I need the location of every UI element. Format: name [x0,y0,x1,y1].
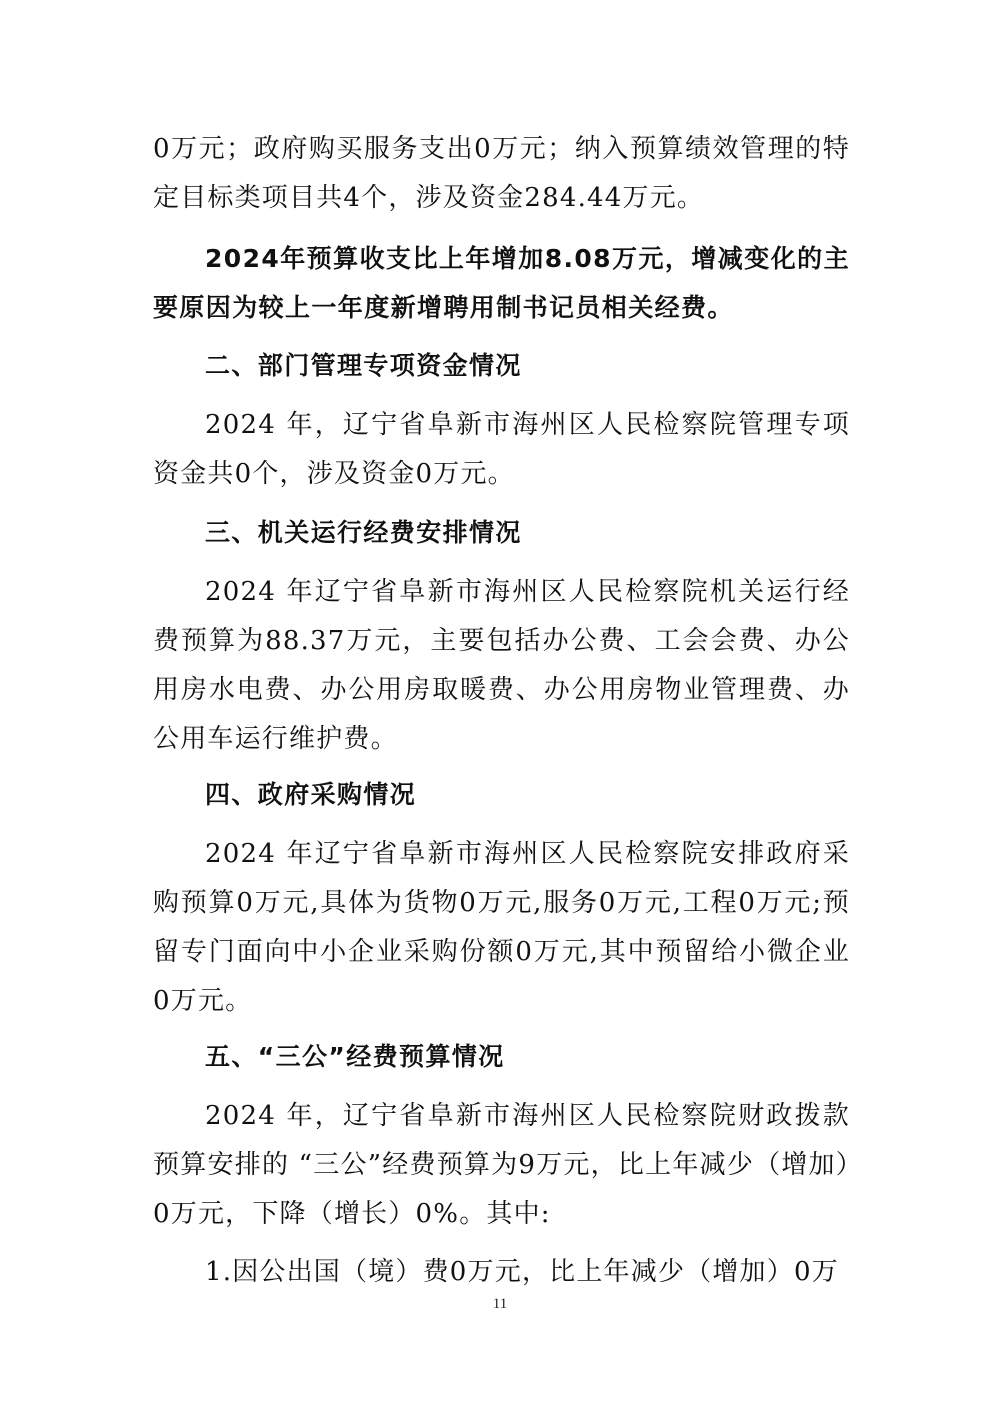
page-number: 11 [492,1296,508,1312]
paragraph-three-public-expenses: 2024 年，辽宁省阜新市海州区人民检察院财政拨款预算安排的 “三公”经费预算为9万元，比上年减少（增加）0万元，下降（增长）0%。其中: [153,1101,850,1229]
paragraph-overseas-travel: 1.因公出国（境）费0万元，比上年减少（增加）0万 [205,1257,839,1287]
heading-three-public-expenses: 五、“三公”经费预算情况 [205,1042,505,1071]
paragraph-government-procurement: 2024 年辽宁省阜新市海州区人民检察院安排政府采购预算0万元,具体为货物0万元,服务0万元,工程0万元;预留专门面向中小企业采购份额0万元,其中预留给小微企业0万元。 [153,839,850,1016]
heading-special-funds: 二、部门管理专项资金情况 [205,351,522,380]
heading-government-procurement: 四、政府采购情况 [205,780,417,809]
paragraph-operating-expenses: 2024 年辽宁省阜新市海州区人民检察院机关运行经费预算为88.37万元，主要包括办公费、工会会费、办公用房水电费、办公用房取暖费、办公用房物业管理费、办公用车运行维护费。 [153,577,850,754]
paragraph-special-funds: 2024 年，辽宁省阜新市海州区人民检察院管理专项资金共0个，涉及资金0万元。 [153,410,850,489]
paragraph-budget-items: 0万元；政府购买服务支出0万元；纳入预算绩效管理的特定目标类项目共4个，涉及资金284.44万元。 [153,134,850,213]
paragraph-budget-change: 2024年预算收支比上年增加8.08万元，增减变化的主要原因为较上一年度新增聘用制书记员相关经费。 [153,244,850,322]
heading-operating-expenses: 三、机关运行经费安排情况 [205,518,522,547]
